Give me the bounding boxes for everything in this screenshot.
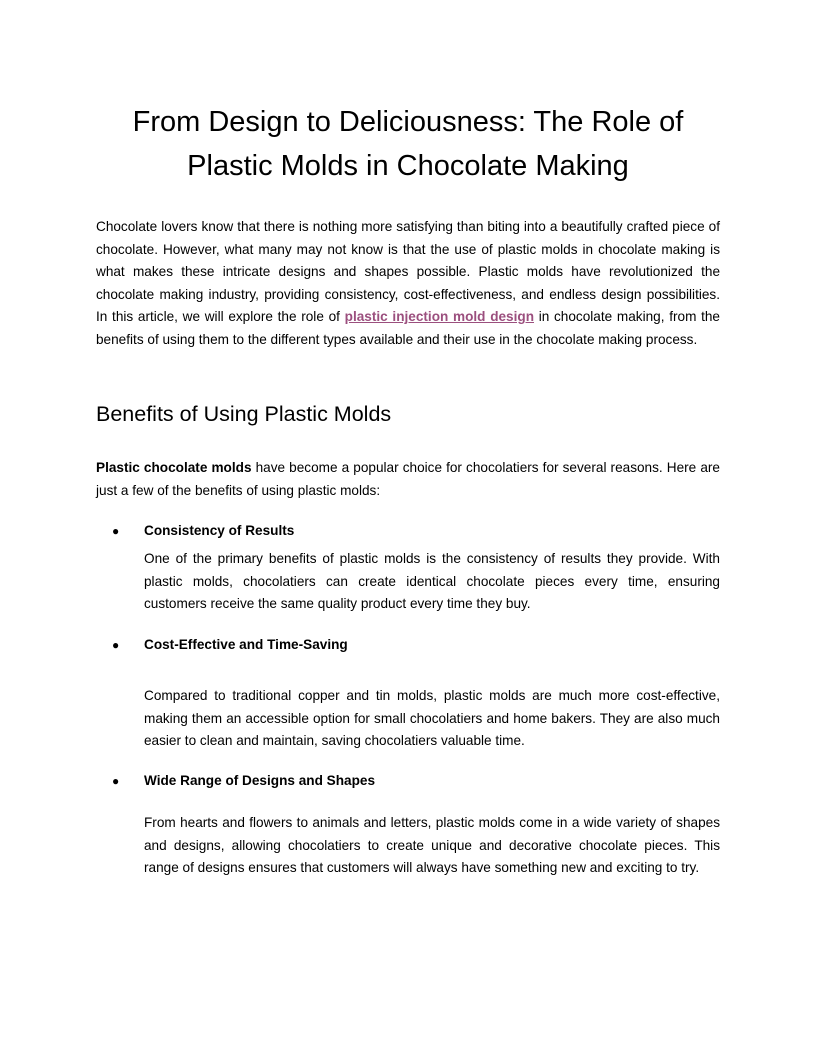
title-line-1: From Design to Deliciousness: The Role of <box>132 106 684 138</box>
benefit-title: Consistency of Results <box>144 523 295 538</box>
benefits-intro-bold: Plastic chocolate molds <box>96 460 252 475</box>
benefits-intro-paragraph <box>96 457 720 502</box>
benefit-title: Wide Range of Designs and Shapes <box>144 773 376 788</box>
benefit-title: Cost-Effective and Time-Saving <box>144 637 348 652</box>
benefit-text: One of the primary benefits of plastic molds is the consistency of results they provide. With plastic molds, chocolatiers can create identical chocolate pieces every time, ensuring customers receive the same quality product every time they buy. <box>144 551 720 612</box>
plastic-injection-mold-design-link[interactable]: plastic injection mold design <box>344 309 534 325</box>
page-title <box>96 100 720 188</box>
bullet-icon: ● <box>112 524 120 538</box>
bullet-icon: ● <box>112 774 120 788</box>
benefits-intro-rest: have become a popular choice for chocolatiers for several reasons. Here are just a few of the benefits of using plastic molds: <box>96 460 720 498</box>
intro-text-before-link: Chocolate lovers know that there is nothing more satisfying than biting into a beautifully crafted piece of chocolate. However, what many may not know is that the use of plastic molds in chocolate making is what makes these intricate designs and shapes possible. Plastic molds have revolutionized the chocolate making industry, providing consistency, cost-effectiveness, and endless design possibilities. In this article, we will explore the role of <box>96 219 720 325</box>
bullet-icon: ● <box>112 638 120 652</box>
intro-text-after-link: in chocolate making, from the benefits of using them to the different types available and their use in the chocolate making process. <box>96 309 720 347</box>
benefit-text: Compared to traditional copper and tin molds, plastic molds are much more cost-effective, making them an accessible option for small chocolatiers and home bakers. They are also much easier to clean and maintain, saving chocolatiers valuable time. <box>144 688 720 749</box>
title-line-2: Plastic Molds in Chocolate Making <box>187 150 629 182</box>
section-heading: Benefits of Using Plastic Molds <box>96 402 392 426</box>
intro-paragraph <box>96 216 720 352</box>
benefit-text: From hearts and flowers to animals and letters, plastic molds come in a wide variety of shapes and designs, allowing chocolatiers to create unique and decorative chocolate pieces. This range of designs ensures that customers will always have something new and exciting to try. <box>144 815 720 876</box>
